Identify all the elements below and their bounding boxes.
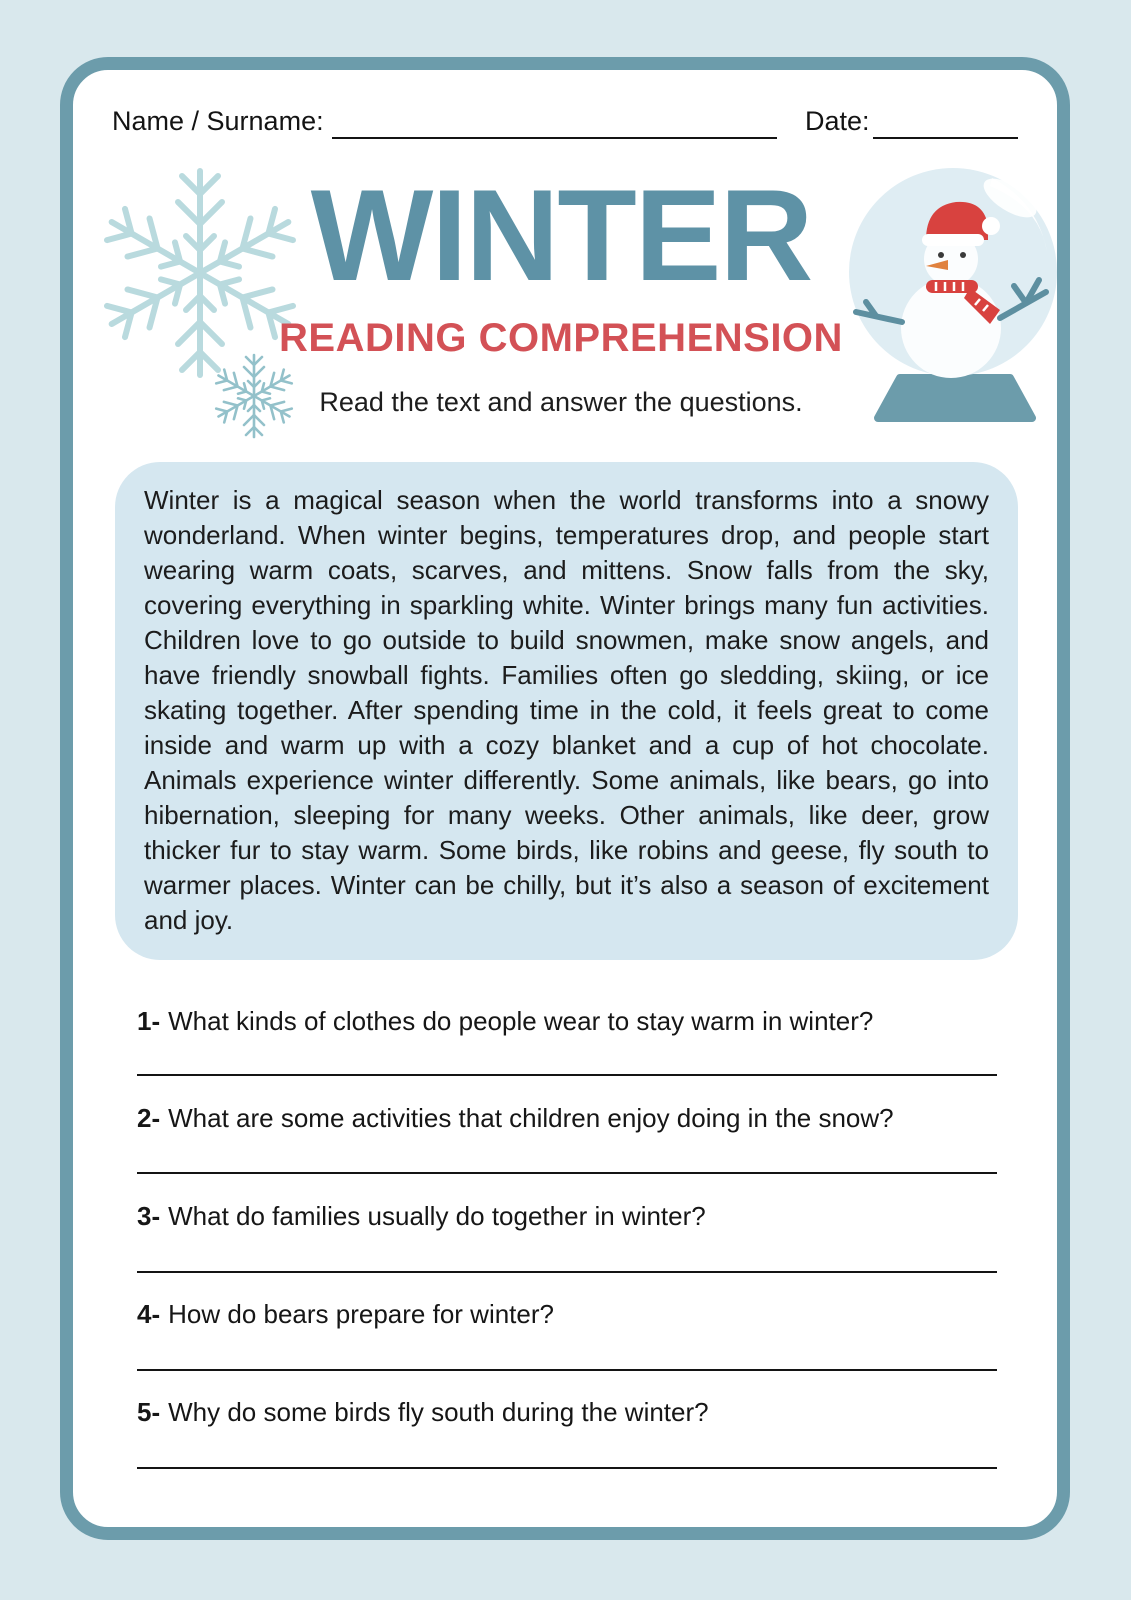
answer-line-1[interactable] xyxy=(137,1074,997,1076)
question-4 xyxy=(137,1299,1017,1330)
question-5-number: 5- xyxy=(137,1397,161,1427)
answer-line-5[interactable] xyxy=(137,1467,997,1469)
page-title: WINTER xyxy=(310,162,812,308)
question-5-text: Why do some birds fly south during the winter? xyxy=(168,1397,709,1427)
question-1-text: What kinds of clothes do people wear to stay warm in winter? xyxy=(168,1006,874,1036)
question-1-number: 1- xyxy=(137,1006,161,1036)
question-3-number: 3- xyxy=(137,1201,161,1231)
instruction-text: Read the text and answer the questions. xyxy=(319,387,803,417)
page-subtitle: READING COMPREHENSION xyxy=(279,316,843,360)
answer-line-4[interactable] xyxy=(137,1369,997,1371)
name-input-line[interactable] xyxy=(332,137,777,139)
answer-line-3[interactable] xyxy=(137,1271,997,1273)
date-input-line[interactable] xyxy=(873,137,1018,139)
date-label: Date: xyxy=(805,106,870,136)
name-surname-label: Name / Surname: xyxy=(112,106,324,136)
question-5 xyxy=(137,1397,1017,1428)
question-2 xyxy=(137,1103,1017,1134)
question-3 xyxy=(137,1201,1017,1232)
question-4-text: How do bears prepare for winter? xyxy=(168,1299,554,1329)
reading-passage-box xyxy=(115,462,1018,960)
question-1 xyxy=(137,1006,1017,1037)
question-2-number: 2- xyxy=(137,1103,161,1133)
question-3-text: What do families usually do together in winter? xyxy=(168,1201,706,1231)
question-4-number: 4- xyxy=(137,1299,161,1329)
reading-passage-text: Winter is a magical season when the world transforms into a snowy wonderland. When winter begins, temperatures drop, and people start wearing warm coats, scarves, and mittens. Snow falls from the sky, covering everything in sparkling white. Winter brings many fun activities. Children love to go outside to build snowmen, make snow angels, and have friendly snowball fights. Families often go sledding, skiing, or ice skating together. After spending time in the cold, it feels great to come inside and warm up with a cozy blanket and a cup of hot chocolate. Animals experience winter differently. Some animals, like bears, go into hibernation, sleeping for many weeks. Other animals, like deer, grow thicker fur to stay warm. Some birds, like robins and geese, fly south to warmer places. Winter can be chilly, but it’s also a season of excitement and joy. xyxy=(144,485,989,935)
answer-line-2[interactable] xyxy=(137,1172,997,1174)
snow-globe-snowman-icon xyxy=(842,160,1064,424)
question-2-text: What are some activities that children enjoy doing in the snow? xyxy=(168,1103,894,1133)
